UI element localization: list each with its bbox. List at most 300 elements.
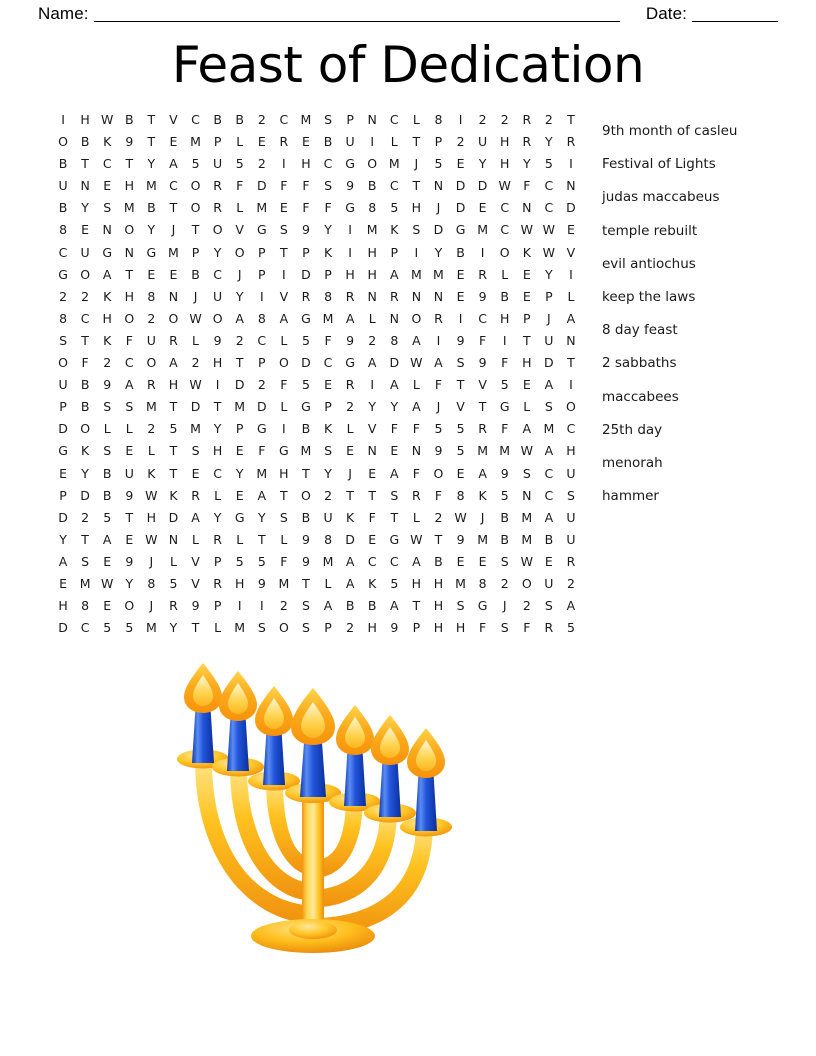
grid-cell[interactable]: T	[302, 575, 310, 591]
grid-cell[interactable]: W	[101, 112, 114, 127]
grid-cell[interactable]: T	[390, 509, 399, 525]
grid-cell[interactable]: L	[280, 531, 288, 547]
grid-cell[interactable]: G	[102, 244, 113, 260]
grid-cell[interactable]: S	[456, 598, 465, 614]
grid-cell[interactable]: T	[257, 531, 266, 547]
grid-cell[interactable]: G	[58, 443, 68, 459]
grid-cell[interactable]: 9	[346, 332, 355, 348]
grid-cell[interactable]: D	[80, 487, 90, 503]
grid-cell[interactable]: T	[456, 377, 465, 393]
grid-cell[interactable]: M	[145, 178, 157, 194]
grid-cell[interactable]: E	[235, 487, 244, 503]
grid-cell[interactable]: 9	[125, 553, 134, 569]
grid-cell[interactable]: L	[236, 134, 244, 150]
grid-cell[interactable]: L	[125, 421, 133, 437]
grid-cell[interactable]: B	[102, 465, 112, 481]
grid-cell[interactable]: H	[279, 465, 289, 481]
grid-cell[interactable]: H	[345, 266, 355, 282]
grid-cell[interactable]: H	[367, 266, 377, 282]
grid-cell[interactable]: Y	[545, 266, 553, 282]
grid-cell[interactable]: P	[213, 134, 222, 150]
grid-cell[interactable]: K	[147, 465, 156, 481]
grid-cell[interactable]: O	[566, 399, 576, 415]
grid-cell[interactable]: S	[257, 620, 266, 636]
grid-cell[interactable]: U	[544, 332, 554, 348]
grid-cell[interactable]: R	[169, 598, 178, 614]
grid-cell[interactable]: H	[566, 443, 576, 459]
grid-cell[interactable]: Y	[81, 465, 89, 481]
grid-cell[interactable]: E	[368, 531, 377, 547]
grid-cell[interactable]: B	[500, 531, 509, 547]
grid-cell[interactable]: 2	[257, 377, 266, 393]
grid-cell[interactable]: J	[502, 598, 507, 614]
grid-cell[interactable]: M	[366, 222, 378, 238]
grid-cell[interactable]: D	[566, 200, 576, 216]
grid-cell[interactable]: A	[390, 266, 399, 282]
grid-cell[interactable]: A	[544, 377, 554, 393]
grid-cell[interactable]: B	[301, 509, 311, 525]
grid-cell[interactable]: T	[81, 332, 89, 348]
grid-cell[interactable]: U	[478, 134, 488, 150]
grid-cell[interactable]: S	[59, 332, 67, 348]
grid-cell[interactable]: S	[566, 487, 575, 503]
grid-cell[interactable]: T	[412, 598, 421, 614]
grid-cell[interactable]: L	[523, 399, 531, 415]
grid-cell[interactable]: K	[323, 244, 333, 260]
grid-cell[interactable]: E	[522, 377, 531, 393]
grid-cell[interactable]: Y	[324, 222, 332, 238]
grid-cell[interactable]: K	[81, 443, 90, 459]
grid-cell[interactable]: H	[80, 112, 90, 127]
grid-cell[interactable]: R	[389, 288, 399, 304]
grid-cell[interactable]: F	[523, 620, 531, 636]
grid-cell[interactable]: P	[324, 399, 332, 415]
grid-cell[interactable]: Y	[522, 156, 531, 172]
grid-cell[interactable]: T	[191, 620, 200, 636]
grid-cell[interactable]: O	[124, 222, 135, 238]
grid-cell[interactable]: E	[59, 465, 67, 481]
grid-cell[interactable]: O	[212, 222, 223, 238]
grid-cell[interactable]: S	[500, 620, 509, 636]
grid-cell[interactable]: E	[478, 200, 487, 216]
grid-cell[interactable]: S	[324, 443, 332, 459]
grid-cell[interactable]: S	[81, 553, 90, 569]
grid-cell[interactable]: J	[149, 553, 154, 569]
grid-cell[interactable]: I	[480, 244, 485, 260]
grid-cell[interactable]: L	[169, 553, 177, 569]
grid-cell[interactable]: U	[544, 575, 554, 591]
grid-cell[interactable]: K	[346, 509, 355, 525]
grid-cell[interactable]: A	[544, 509, 554, 525]
grid-cell[interactable]: M	[256, 200, 268, 216]
grid-cell[interactable]: C	[478, 310, 487, 326]
grid-cell[interactable]: L	[214, 620, 222, 636]
grid-cell[interactable]: P	[258, 266, 266, 282]
grid-cell[interactable]: K	[103, 332, 112, 348]
grid-cell[interactable]: I	[414, 244, 419, 260]
grid-cell[interactable]: E	[456, 156, 465, 172]
grid-cell[interactable]: W	[145, 487, 158, 503]
grid-cell[interactable]: P	[324, 620, 332, 636]
grid-cell[interactable]: Y	[324, 465, 332, 481]
grid-cell[interactable]: B	[58, 156, 68, 172]
grid-cell[interactable]: U	[345, 134, 355, 150]
grid-cell[interactable]: L	[236, 531, 244, 547]
grid-cell[interactable]: W	[454, 509, 467, 525]
grid-cell[interactable]: I	[569, 266, 573, 282]
grid-cell[interactable]: M	[168, 244, 179, 260]
grid-cell[interactable]: G	[345, 355, 355, 371]
grid-cell[interactable]: N	[168, 531, 179, 547]
grid-cell[interactable]: B	[125, 112, 134, 127]
grid-cell[interactable]: D	[455, 178, 466, 194]
grid-cell[interactable]: T	[169, 443, 178, 459]
grid-cell[interactable]: P	[258, 355, 266, 371]
grid-cell[interactable]: O	[58, 134, 68, 150]
grid-cell[interactable]: Y	[59, 531, 67, 547]
grid-cell[interactable]: F	[280, 377, 288, 393]
grid-cell[interactable]: F	[280, 178, 288, 194]
grid-cell[interactable]: L	[346, 421, 354, 437]
grid-cell[interactable]: M	[410, 266, 422, 282]
grid-cell[interactable]: S	[544, 399, 553, 415]
grid-cell[interactable]: S	[412, 222, 421, 238]
grid-cell[interactable]: J	[436, 399, 441, 415]
grid-cell[interactable]: H	[58, 598, 68, 614]
grid-cell[interactable]: A	[345, 310, 355, 326]
grid-cell[interactable]: 9	[478, 355, 487, 371]
grid-cell[interactable]: E	[103, 553, 112, 569]
grid-cell[interactable]: W	[189, 310, 202, 326]
grid-cell[interactable]: O	[521, 575, 532, 591]
grid-cell[interactable]: T	[368, 487, 377, 503]
grid-cell[interactable]: E	[147, 266, 156, 282]
grid-cell[interactable]: I	[215, 377, 220, 393]
grid-cell[interactable]: J	[547, 310, 551, 326]
grid-cell[interactable]: T	[191, 222, 200, 238]
grid-cell[interactable]: Y	[368, 399, 377, 415]
grid-cell[interactable]: U	[566, 531, 576, 547]
grid-cell[interactable]: 5	[235, 156, 244, 172]
grid-cell[interactable]: E	[81, 222, 90, 238]
grid-cell[interactable]: A	[412, 553, 421, 569]
grid-cell[interactable]: T	[125, 509, 134, 525]
grid-cell[interactable]: C	[389, 178, 399, 194]
grid-cell[interactable]: A	[478, 465, 487, 481]
grid-cell[interactable]: R	[566, 134, 576, 150]
grid-cell[interactable]: H	[500, 310, 510, 326]
grid-cell[interactable]: A	[412, 399, 421, 415]
grid-cell[interactable]: N	[566, 178, 576, 194]
grid-cell[interactable]: L	[501, 266, 509, 282]
grid-cell[interactable]: V	[279, 288, 289, 304]
grid-cell[interactable]: 8	[59, 310, 68, 326]
grid-cell[interactable]: T	[81, 156, 89, 172]
grid-cell[interactable]: W	[520, 443, 533, 459]
grid-cell[interactable]: 9	[125, 487, 134, 503]
grid-cell[interactable]: D	[58, 509, 68, 525]
grid-cell[interactable]: H	[500, 156, 510, 172]
grid-cell[interactable]: B	[147, 200, 156, 216]
grid-cell[interactable]: P	[213, 553, 222, 569]
grid-cell[interactable]: S	[279, 222, 288, 238]
grid-cell[interactable]: H	[168, 377, 179, 393]
grid-cell[interactable]: A	[434, 355, 443, 371]
grid-cell[interactable]: I	[282, 421, 286, 437]
grid-cell[interactable]: W	[101, 575, 114, 591]
grid-cell[interactable]: V	[367, 421, 377, 437]
grid-cell[interactable]: 9	[301, 531, 310, 547]
grid-cell[interactable]: V	[235, 222, 244, 238]
grid-cell[interactable]: 8	[81, 598, 90, 614]
grid-cell[interactable]: P	[346, 112, 354, 127]
grid-cell[interactable]: Y	[545, 134, 553, 150]
grid-cell[interactable]: E	[59, 575, 67, 591]
grid-cell[interactable]: 2	[81, 509, 90, 525]
grid-cell[interactable]: T	[346, 487, 354, 503]
grid-cell[interactable]: 8	[147, 575, 156, 591]
grid-cell[interactable]: R	[147, 377, 156, 393]
grid-cell[interactable]: B	[323, 134, 333, 150]
grid-cell[interactable]: S	[544, 598, 553, 614]
grid-cell[interactable]: E	[103, 178, 112, 194]
grid-cell[interactable]: Y	[213, 509, 222, 525]
grid-cell[interactable]: N	[168, 288, 179, 304]
grid-cell[interactable]: E	[456, 553, 465, 569]
grid-cell[interactable]: 5	[103, 509, 112, 525]
grid-cell[interactable]: V	[191, 575, 200, 591]
grid-cell[interactable]: P	[59, 487, 67, 503]
grid-cell[interactable]: A	[279, 310, 289, 326]
grid-cell[interactable]: I	[282, 156, 286, 172]
grid-cell[interactable]: M	[278, 575, 290, 591]
grid-cell[interactable]: 5	[257, 553, 266, 569]
grid-cell[interactable]: I	[458, 310, 463, 326]
grid-cell[interactable]: U	[213, 288, 223, 304]
grid-cell[interactable]: T	[478, 399, 487, 415]
grid-cell[interactable]: G	[279, 443, 289, 459]
grid-cell[interactable]: D	[455, 200, 466, 216]
grid-cell[interactable]: B	[80, 399, 90, 415]
grid-cell[interactable]: 8	[434, 112, 443, 127]
grid-cell[interactable]: F	[280, 553, 288, 569]
grid-cell[interactable]: M	[234, 620, 246, 636]
grid-cell[interactable]: W	[520, 553, 533, 569]
grid-cell[interactable]: E	[390, 443, 399, 459]
grid-cell[interactable]: W	[410, 531, 423, 547]
grid-cell[interactable]: K	[478, 487, 487, 503]
grid-cell[interactable]: P	[412, 620, 421, 636]
grid-cell[interactable]: 2	[522, 598, 531, 614]
grid-cell[interactable]: G	[256, 421, 267, 437]
grid-cell[interactable]: B	[235, 112, 244, 127]
grid-cell[interactable]: R	[191, 487, 200, 503]
grid-cell[interactable]: L	[324, 575, 332, 591]
grid-cell[interactable]: C	[500, 200, 510, 216]
grid-cell[interactable]: O	[190, 200, 201, 216]
grid-cell[interactable]: P	[324, 266, 332, 282]
grid-cell[interactable]: T	[213, 399, 222, 415]
grid-cell[interactable]: F	[302, 178, 310, 194]
grid-cell[interactable]: D	[389, 355, 400, 371]
grid-cell[interactable]: R	[279, 134, 289, 150]
grid-cell[interactable]: E	[257, 134, 266, 150]
grid-cell[interactable]: L	[103, 421, 111, 437]
grid-cell[interactable]: J	[414, 156, 419, 172]
grid-cell[interactable]: N	[102, 222, 112, 238]
grid-cell[interactable]: L	[390, 134, 398, 150]
grid-cell[interactable]: 2	[346, 399, 355, 415]
grid-cell[interactable]: K	[103, 288, 112, 304]
grid-cell[interactable]: 2	[103, 355, 112, 371]
grid-cell[interactable]: 5	[169, 575, 178, 591]
grid-cell[interactable]: R	[345, 377, 355, 393]
grid-cell[interactable]: C	[544, 487, 554, 503]
grid-cell[interactable]: C	[367, 553, 377, 569]
grid-cell[interactable]: G	[301, 399, 311, 415]
grid-cell[interactable]: E	[346, 443, 355, 459]
grid-cell[interactable]: L	[412, 377, 420, 393]
grid-cell[interactable]: A	[58, 553, 68, 569]
grid-cell[interactable]: C	[213, 266, 222, 282]
grid-cell[interactable]: 9	[301, 222, 310, 238]
word-list-item[interactable]: 2 sabbaths	[602, 355, 677, 372]
grid-cell[interactable]: P	[390, 244, 399, 260]
grid-cell[interactable]: C	[102, 156, 112, 172]
grid-cell[interactable]: J	[193, 288, 198, 304]
grid-cell[interactable]: 8	[324, 288, 333, 304]
grid-cell[interactable]: H	[455, 620, 466, 636]
grid-cell[interactable]: T	[169, 465, 178, 481]
grid-cell[interactable]: E	[235, 443, 244, 459]
grid-cell[interactable]: C	[389, 553, 399, 569]
grid-cell[interactable]: 2	[478, 112, 487, 127]
grid-cell[interactable]: B	[544, 531, 554, 547]
grid-cell[interactable]: E	[456, 288, 465, 304]
grid-cell[interactable]: Y	[169, 620, 178, 636]
grid-cell[interactable]: M	[79, 575, 91, 591]
grid-cell[interactable]: 9	[346, 178, 355, 194]
grid-cell[interactable]: 8	[59, 222, 68, 238]
grid-cell[interactable]: O	[278, 620, 289, 636]
grid-cell[interactable]: N	[522, 487, 532, 503]
grid-cell[interactable]: Y	[235, 288, 244, 304]
grid-cell[interactable]: M	[477, 443, 489, 459]
grid-cell[interactable]: I	[61, 112, 65, 127]
grid-cell[interactable]: 5	[544, 156, 553, 172]
grid-cell[interactable]: E	[191, 465, 200, 481]
grid-cell[interactable]: K	[169, 487, 178, 503]
grid-cell[interactable]: E	[522, 288, 531, 304]
grid-cell[interactable]: B	[102, 487, 112, 503]
grid-cell[interactable]: F	[125, 332, 133, 348]
grid-cell[interactable]: A	[102, 531, 112, 547]
grid-cell[interactable]: C	[500, 222, 510, 238]
grid-cell[interactable]: D	[544, 355, 554, 371]
grid-cell[interactable]: O	[411, 310, 422, 326]
grid-cell[interactable]: A	[566, 310, 576, 326]
grid-cell[interactable]: T	[147, 112, 156, 127]
grid-cell[interactable]: S	[279, 509, 288, 525]
grid-cell[interactable]: N	[124, 244, 134, 260]
grid-cell[interactable]: A	[169, 355, 178, 371]
grid-cell[interactable]: H	[367, 244, 377, 260]
grid-cell[interactable]: R	[213, 200, 222, 216]
grid-cell[interactable]: O	[80, 421, 91, 437]
grid-cell[interactable]: S	[522, 465, 531, 481]
grid-cell[interactable]: I	[237, 598, 242, 614]
grid-cell[interactable]: M	[190, 421, 201, 437]
grid-cell[interactable]: R	[213, 575, 222, 591]
grid-cell[interactable]: M	[234, 399, 246, 415]
grid-cell[interactable]: O	[190, 178, 201, 194]
grid-cell[interactable]: C	[544, 200, 554, 216]
grid-cell[interactable]: B	[434, 553, 443, 569]
grid-cell[interactable]: Y	[390, 399, 399, 415]
grid-cell[interactable]: S	[390, 487, 399, 503]
grid-cell[interactable]: L	[280, 399, 288, 415]
grid-cell[interactable]: 8	[147, 288, 156, 304]
grid-cell[interactable]: G	[477, 598, 488, 614]
grid-cell[interactable]: O	[212, 310, 223, 326]
grid-cell[interactable]: H	[500, 134, 510, 150]
grid-cell[interactable]: C	[323, 156, 333, 172]
grid-cell[interactable]: 2	[147, 421, 156, 437]
grid-cell[interactable]: 9	[213, 332, 222, 348]
grid-cell[interactable]: W	[189, 377, 202, 393]
grid-cell[interactable]: L	[192, 332, 200, 348]
grid-cell[interactable]: D	[301, 355, 311, 371]
grid-cell[interactable]: L	[236, 200, 244, 216]
grid-cell[interactable]: Y	[478, 156, 487, 172]
grid-cell[interactable]: T	[302, 465, 310, 481]
grid-cell[interactable]: 5	[169, 421, 178, 437]
grid-cell[interactable]: T	[280, 487, 288, 503]
grid-cell[interactable]: F	[258, 443, 266, 459]
grid-cell[interactable]: C	[566, 421, 576, 437]
grid-cell[interactable]: A	[257, 487, 267, 503]
grid-cell[interactable]: B	[58, 200, 68, 216]
grid-cell[interactable]: T	[147, 134, 156, 150]
grid-cell[interactable]: D	[58, 421, 68, 437]
grid-cell[interactable]: L	[412, 509, 420, 525]
grid-cell[interactable]: H	[212, 355, 223, 371]
grid-cell[interactable]: A	[323, 598, 333, 614]
grid-cell[interactable]: N	[367, 443, 377, 459]
grid-cell[interactable]: P	[235, 421, 244, 437]
grid-cell[interactable]: I	[436, 332, 441, 348]
grid-cell[interactable]: M	[455, 575, 466, 591]
grid-cell[interactable]: C	[213, 465, 222, 481]
grid-cell[interactable]: F	[368, 509, 376, 525]
grid-cell[interactable]: M	[322, 553, 334, 569]
grid-cell[interactable]: H	[212, 443, 223, 459]
grid-cell[interactable]: 2	[191, 355, 200, 371]
grid-cell[interactable]: V	[456, 399, 465, 415]
grid-cell[interactable]: 5	[301, 332, 310, 348]
grid-cell[interactable]: Y	[257, 509, 266, 525]
grid-cell[interactable]: 5	[500, 377, 509, 393]
grid-cell[interactable]: S	[301, 598, 310, 614]
grid-cell[interactable]: S	[125, 399, 134, 415]
grid-cell[interactable]: 5	[434, 421, 443, 437]
grid-cell[interactable]: C	[80, 310, 90, 326]
grid-cell[interactable]: P	[213, 598, 222, 614]
grid-cell[interactable]: G	[301, 310, 311, 326]
grid-cell[interactable]: 9	[456, 531, 465, 547]
grid-cell[interactable]: 2	[566, 575, 575, 591]
grid-cell[interactable]: C	[323, 355, 333, 371]
